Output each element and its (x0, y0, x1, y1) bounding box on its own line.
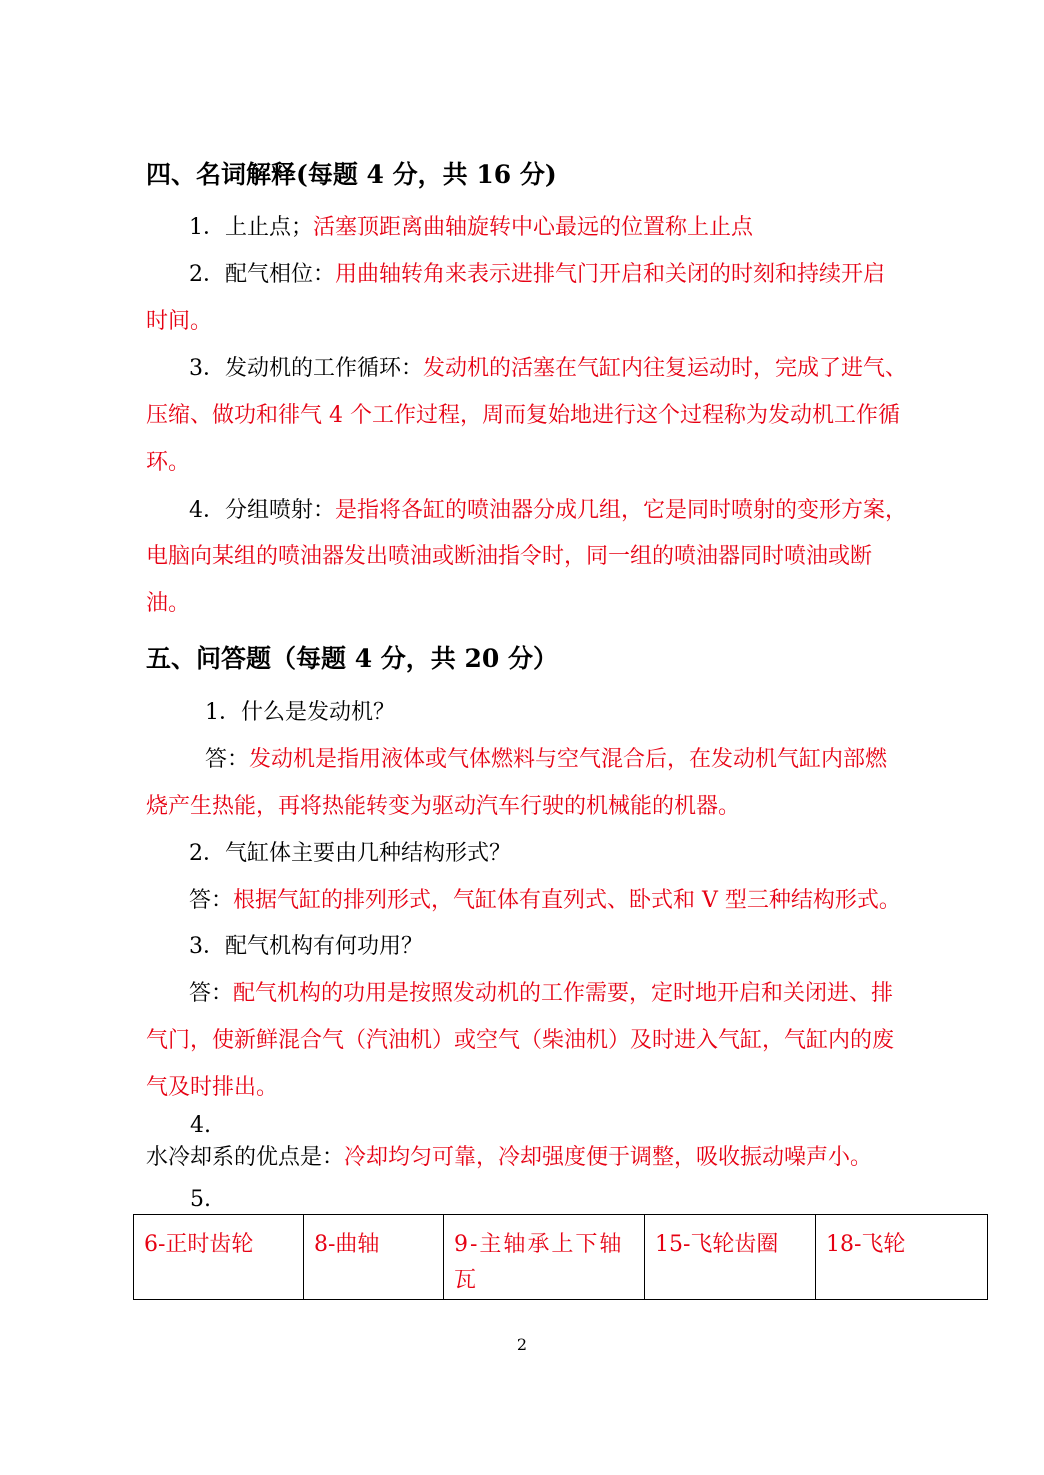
q3-answer-cont-1: 气门，使新鲜混合气（汽油机）或空气（柴油机）及时进入气缸，气缸内的废 (146, 1028, 895, 1053)
table-cell: 15-飞轮齿圈 (645, 1215, 816, 1300)
q3-answer (189, 979, 893, 1009)
term-2-definition-cont: 时间。 (146, 309, 213, 334)
q3-answer-label: 答： (189, 981, 234, 1006)
term-4-definition: 是指将各缸的喷油器分成几组，它是同时喷射的变形方案， (335, 498, 908, 523)
q1-answer (205, 745, 887, 775)
q2-answer-text: 根据气缸的排列形式，气缸体有直列式、卧式和 V 型三种结构形式。 (233, 888, 901, 913)
term-2-definition: 用曲轴转角来表示进排气门开启和关闭的时刻和持续开启 (335, 262, 886, 287)
table-cell: 18-飞轮 (816, 1215, 988, 1300)
q5-number: 5. (190, 1187, 211, 1212)
table-cell: 8-曲轴 (304, 1215, 444, 1300)
parts-table (133, 1214, 988, 1300)
q3-answer-text: 配气机构的功用是按照发动机的工作需要，定时地开启和关闭进、排 (233, 981, 894, 1006)
table-cell: 9-主轴承上下轴瓦 (444, 1215, 645, 1300)
q1-answer-text: 发动机是指用液体或气体燃料与空气混合后，在发动机气缸内部燃 (249, 747, 888, 772)
term-1-label: 1．上止点； (189, 215, 313, 240)
q2-question: 2．气缸体主要由几种结构形式？ (189, 841, 511, 866)
table-row (134, 1215, 988, 1300)
q4-answer (146, 1143, 872, 1173)
q1-answer-label: 答： (205, 747, 250, 772)
table-cell: 6-正时齿轮 (134, 1215, 304, 1300)
section5-heading: 五、问答题（每题 4 分，共 20 分） (146, 644, 559, 673)
term-3-label: 3．发动机的工作循环： (189, 356, 423, 381)
term-4-definition-cont-1: 电脑向某组的喷油器发出喷油或断油指令时，同一组的喷油器同时喷油或断 (146, 544, 873, 569)
term-2-label: 2．配气相位： (189, 262, 335, 287)
q4-answer-text: 冷却均匀可靠，冷却强度便于调整，吸收振动噪声小。 (344, 1145, 873, 1170)
term-3-definition-cont-1: 压缩、做功和徘气 4 个工作过程，周而复始地进行这个过程称为发动机工作循 (146, 403, 900, 428)
q3-question: 3．配气机构有何功用？ (189, 934, 423, 959)
term-1-definition: 活塞顶距离曲轴旋转中心最远的位置称上止点 (313, 215, 754, 240)
q2-answer (189, 886, 901, 916)
term-3-definition-cont-2: 环。 (146, 450, 191, 475)
q2-answer-label: 答： (189, 888, 234, 913)
term-2 (189, 260, 885, 290)
q1-answer-cont: 烧产生热能，再将热能转变为驱动汽车行驶的机械能的机器。 (146, 794, 741, 819)
q4-answer-label: 水冷却系的优点是： (146, 1145, 345, 1170)
term-3 (189, 354, 907, 384)
term-3-definition: 发动机的活塞在气缸内往复运动时，完成了进气、 (423, 356, 908, 381)
page-number: 2 (516, 1335, 528, 1354)
q1-question: 1．什么是发动机？ (205, 700, 395, 725)
q3-answer-cont-2: 气及时排出。 (146, 1075, 279, 1100)
term-4-label: 4．分组喷射： (189, 498, 335, 523)
section4-heading: 四、名词解释(每题 4 分，共 16 分) (146, 160, 557, 189)
term-4-definition-cont-2: 油。 (146, 591, 191, 616)
term-4 (189, 496, 907, 526)
q4-number: 4. (190, 1113, 211, 1138)
term-1 (189, 213, 753, 243)
